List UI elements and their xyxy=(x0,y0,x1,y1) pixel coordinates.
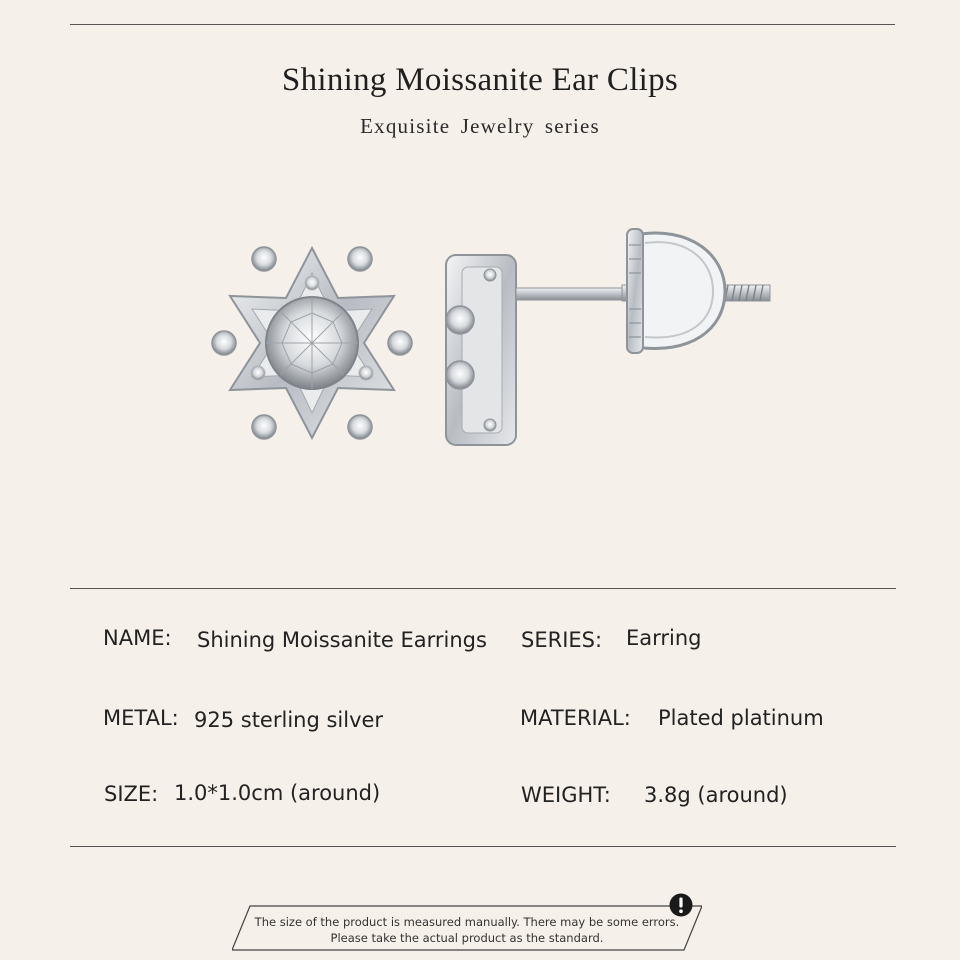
series-value: Earring xyxy=(626,626,702,650)
weight-value: 3.8g (around) xyxy=(644,783,788,807)
notice-line-2: Please take the actual product as the standard. xyxy=(330,931,604,945)
specs-top-divider xyxy=(70,588,896,589)
metal-value: 925 sterling silver xyxy=(194,708,384,732)
name-value: Shining Moissanite Earrings xyxy=(197,628,487,652)
notice-line-1: The size of the product is measured manually. There may be some errors. xyxy=(254,915,680,929)
specs-bottom-divider xyxy=(70,846,896,847)
earring-side-view xyxy=(446,229,770,445)
measurement-notice xyxy=(232,892,702,952)
page-subtitle: Exquisite Jewelry series xyxy=(360,114,600,138)
size-label: SIZE: xyxy=(104,782,159,806)
top-divider xyxy=(70,24,895,25)
earring-front-view xyxy=(212,247,412,439)
weight-label: WEIGHT: xyxy=(521,783,611,807)
metal-label: METAL: xyxy=(103,706,179,730)
name-label: NAME: xyxy=(103,626,172,650)
material-value: Plated platinum xyxy=(658,706,824,730)
page-title: Shining Moissanite Ear Clips xyxy=(281,62,679,98)
earring-product-image xyxy=(190,215,780,455)
size-value: 1.0*1.0cm (around) xyxy=(174,781,381,805)
series-label: SERIES: xyxy=(521,628,603,652)
material-label: MATERIAL: xyxy=(520,706,631,730)
